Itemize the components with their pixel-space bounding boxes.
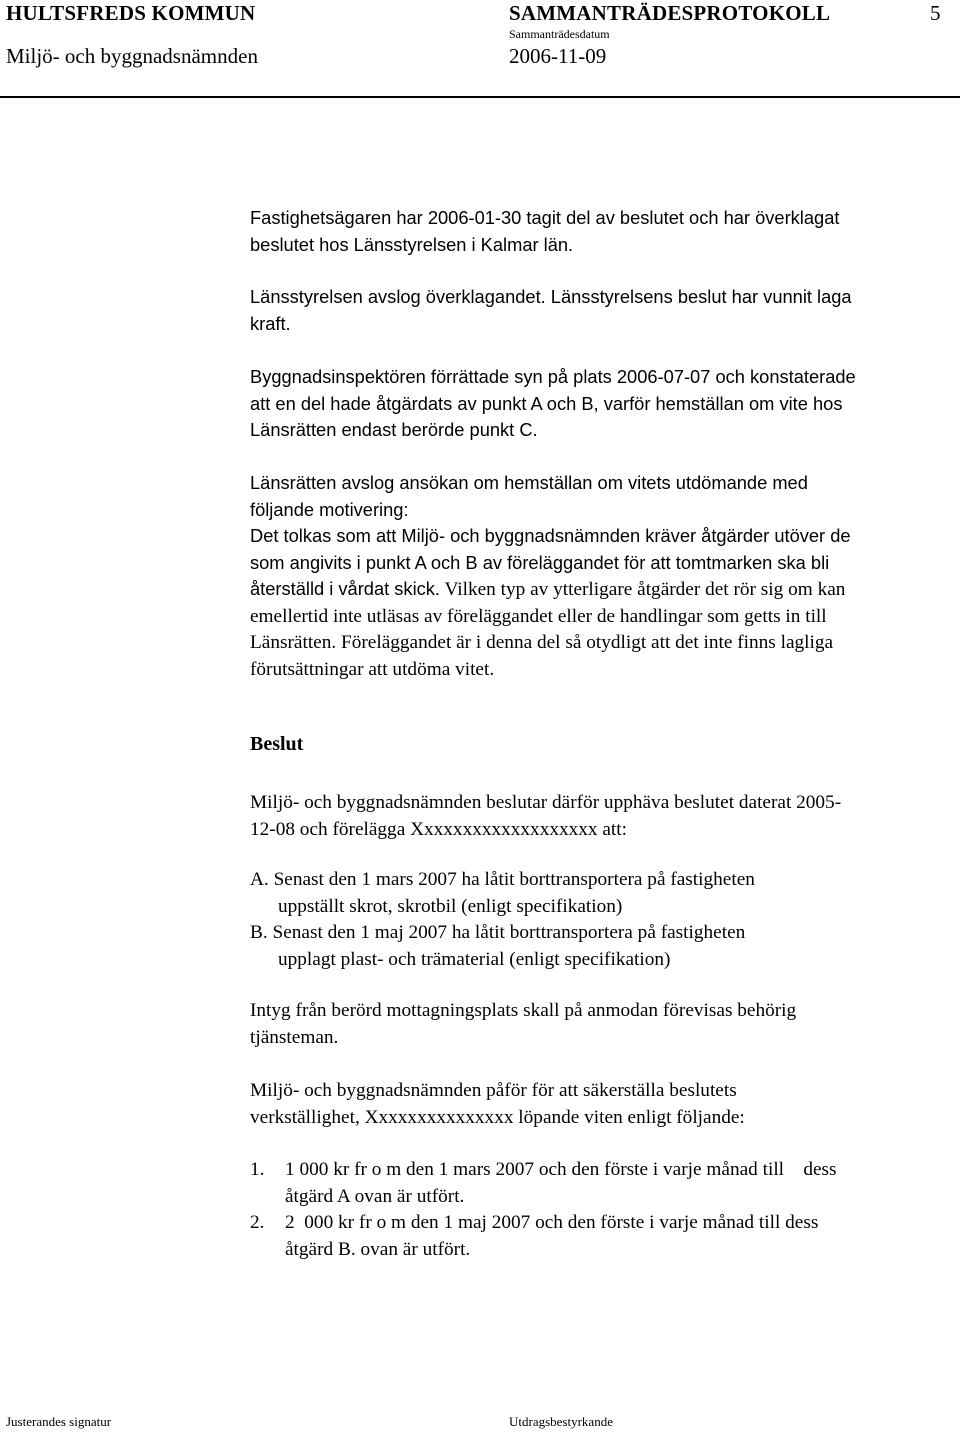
text-line: åtgärd B. ovan är utfört. bbox=[285, 1238, 471, 1260]
text-line: upplagt plast- och trämaterial (enligt specifikation) bbox=[278, 948, 671, 970]
text-line: kraft. bbox=[250, 312, 291, 334]
list-marker: 1. bbox=[250, 1159, 265, 1180]
text-line: 1 000 kr fr o m den 1 mars 2007 och den förste i varje månad till dess bbox=[285, 1159, 837, 1180]
text-line: uppställt skrot, skrotbil (enligt specifikation) bbox=[278, 895, 623, 917]
document-type: SAMMANTRÄDESPROTOKOLL bbox=[509, 1, 831, 25]
header-divider bbox=[0, 96, 960, 98]
section-heading-decision: Beslut bbox=[250, 733, 304, 755]
meeting-date: 2006-11-09 bbox=[509, 44, 607, 68]
document-header bbox=[0, 0, 960, 98]
text-line: Det tolkas som att Miljö- och byggnadsnämnden kräver åtgärder utöver de bbox=[250, 525, 851, 546]
text-line: att en del hade åtgärdats av punkt A och B, varför hemställan om vite hos bbox=[250, 392, 843, 414]
text-fragment: Vilken typ av ytterligare åtgärder det rör sig om kan bbox=[440, 579, 846, 600]
text-fragment: återställd i vårdat skick. bbox=[250, 578, 440, 599]
text-line: Miljö- och byggnadsnämnden beslutar därför upphäva beslutet daterat 2005- bbox=[250, 792, 842, 813]
text-line: beslutet hos Länsstyrelsen i Kalmar län. bbox=[250, 233, 574, 255]
text-line: som angivits i punkt A och B av föreläggandet för att tomtmarken ska bli bbox=[250, 551, 830, 573]
text-line: Miljö- och byggnadsnämnden påför för att säkerställa beslutets bbox=[250, 1080, 737, 1101]
text-line: 12-08 och förelägga Xxxxxxxxxxxxxxxxxxx att: bbox=[250, 818, 627, 840]
penalty-list bbox=[250, 1157, 955, 1263]
decision-item-b bbox=[250, 920, 955, 973]
text-line: B. Senast den 1 maj 2007 ha låtit borttransportera på fastigheten bbox=[250, 922, 746, 943]
text-line: tjänsteman. bbox=[250, 1026, 339, 1048]
text-line: Länsrätten. Föreläggandet är i denna del så otydligt att det inte finns lagliga bbox=[250, 632, 834, 653]
paragraph-county-decision bbox=[250, 284, 955, 337]
text-line: emellertid inte utläsas av föreläggandet eller de handlingar som getts in till bbox=[250, 605, 827, 627]
text-line: Fastighetsägaren har 2006-01-30 tagit del av beslutet och har överklagat bbox=[250, 207, 840, 228]
text-line: 2 000 kr fr o m den 1 maj 2007 och den förste i varje månad till dess bbox=[285, 1212, 819, 1233]
penalty-item bbox=[250, 1210, 955, 1263]
text-line: Länsrätten endast berörde punkt C. bbox=[250, 419, 538, 440]
page-number: 5 bbox=[930, 1, 941, 25]
extract-certification-label: Utdragsbestyrkande bbox=[509, 1414, 613, 1429]
signature-label: Justerandes signatur bbox=[6, 1414, 112, 1429]
paragraph-appeal bbox=[250, 205, 955, 258]
penalty-item bbox=[250, 1157, 955, 1210]
paragraph-decision-intro bbox=[250, 790, 955, 843]
text-line: åtgärd A ovan är utfört. bbox=[285, 1185, 465, 1207]
text-line: följande motivering: bbox=[250, 498, 409, 520]
organization-name: HULTSFREDS KOMMUN bbox=[6, 1, 256, 25]
text-line: förutsättningar att utdöma vitet. bbox=[250, 658, 495, 680]
paragraph-penalty-intro bbox=[250, 1078, 955, 1131]
text-line bbox=[250, 576, 955, 604]
list-marker: 2. bbox=[250, 1212, 265, 1233]
text-line: Intyg från berörd mottagningsplats skall på anmodan förevisas behörig bbox=[250, 1000, 797, 1021]
decision-items bbox=[250, 867, 955, 973]
text-line: verkställighet, Xxxxxxxxxxxxxxx löpande viten enligt följande: bbox=[250, 1106, 745, 1128]
paragraph-court-ruling bbox=[250, 470, 955, 683]
text-line: Byggnadsinspektören förrättade syn på plats 2006-07-07 och konstaterade bbox=[250, 366, 856, 387]
paragraph-inspection bbox=[250, 364, 955, 444]
meeting-date-label: Sammanträdesdatum bbox=[509, 27, 610, 41]
text-line: Länsrätten avslog ansökan om hemställan om vitets utdömande med bbox=[250, 472, 808, 493]
committee-name: Miljö- och byggnadsnämnden bbox=[6, 44, 258, 68]
paragraph-certificate bbox=[250, 998, 955, 1051]
text-line: A. Senast den 1 mars 2007 ha låtit borttransportera på fastigheten bbox=[250, 869, 755, 890]
decision-item-a bbox=[250, 867, 955, 920]
text-line: Länsstyrelsen avslog överklagandet. Länsstyrelsens beslut har vunnit laga bbox=[250, 286, 852, 307]
